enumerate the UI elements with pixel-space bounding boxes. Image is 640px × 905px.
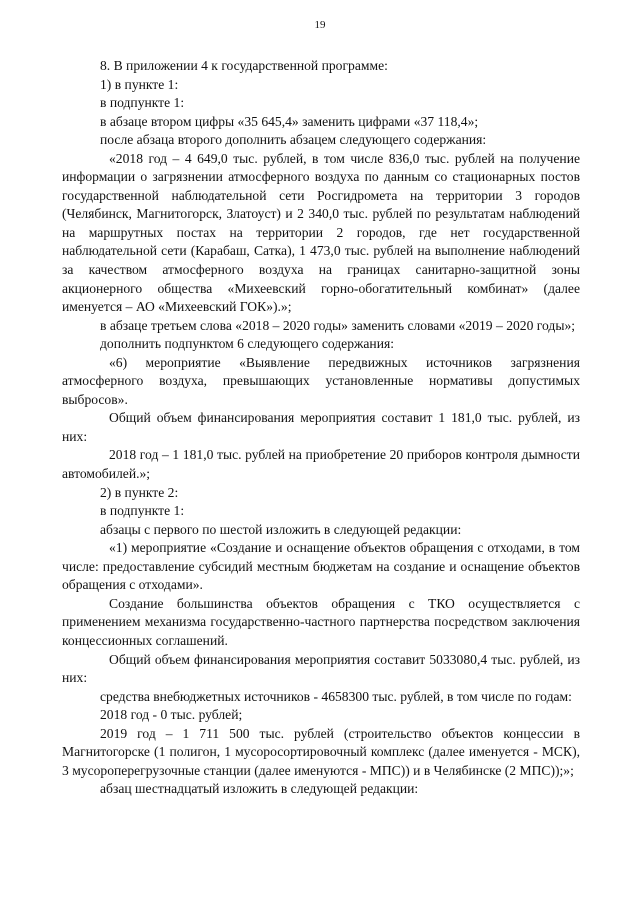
paragraph-tko-objects: Создание большинства объектов обращения с ТКО осуществляется с применением механизма государственно-частного партнерства посредством заключения концессионных соглашений. bbox=[62, 595, 580, 648]
paragraph-measure-6: «6) мероприятие «Выявление передвижных источников загрязнения атмосферного воздуха, превышающих установленные нормативы допустимых выбросов». bbox=[62, 354, 580, 407]
page-number: 19 bbox=[314, 19, 326, 31]
paragraph-quote-2018: «2018 год – 4 649,0 тыс. рублей, в том числе 836,0 тыс. рублей на получение информации о загрязнении атмосферного воздуха по данным со стационарных постов государственной наблюдательной сети Росгидромета на территории 3 городов (Челябинск, Магнитогорск, Златоуст) и 2 340,0 тыс. рублей по результатам наблюдений на маршрутных постах на территории 2 городов, где нет государственной наблюдательной сети (Карабаш, Сатка), 1 473,0 тыс. рублей на выполнение наблюдений за качеством атмосферного воздуха на границах санитарно-защитной зоны акционерного общества «Михеевский горно-обогатительный комбинат» (далее именуется – АО «Михеевский ГОК»).»; bbox=[62, 150, 580, 315]
paragraph-add-after-second: после абзаца второго дополнить абзацем следующего содержания: bbox=[100, 132, 487, 148]
paragraph-extrabudgetary: средства внебюджетных источников - 4658300 тыс. рублей, в том числе по годам: bbox=[100, 688, 572, 704]
document-body bbox=[62, 57, 580, 799]
paragraph-2018-zero: 2018 год - 0 тыс. рублей; bbox=[100, 707, 243, 723]
paragraph-total-funding-1: Общий объем финансирования мероприятия составит 1 181,0 тыс. рублей, из них: bbox=[62, 410, 580, 444]
paragraph-subitem-1-b: в подпункте 1: bbox=[100, 503, 185, 519]
paragraph-2019-concession: 2019 год – 1 711 500 тыс. рублей (строительство объектов концессии в Магнитогорске (1 полигон, 1 мусоросортировочный комплекс (далее именуется - МСК), 3 мусороперегрузочные станции (далее именуются - МПС)) и в Челябинске (2 МПС));»; bbox=[62, 725, 580, 778]
paragraph-item-1: 1) в пункте 1: bbox=[100, 76, 179, 92]
paragraph-item-2: 2) в пункте 2: bbox=[100, 484, 179, 500]
paragraph-total-funding-2: Общий объем финансирования мероприятия составит 5033080,4 тыс. рублей, из них: bbox=[62, 651, 580, 686]
paragraph-appendix-4: 8. В приложении 4 к государственной программе: bbox=[100, 58, 388, 73]
paragraph-replace-figures: в абзаце втором цифры «35 645,4» заменить цифрами «37 118,4»; bbox=[100, 113, 479, 129]
paragraph-add-subitem-6: дополнить подпунктом 6 следующего содержания: bbox=[100, 336, 395, 352]
paragraph-2018-smoke-meters: 2018 год – 1 181,0 тыс. рублей на приобретение 20 приборов контроля дымности автомобилей.»; bbox=[62, 447, 580, 482]
paragraph-subitem-1: в подпункте 1: bbox=[100, 95, 185, 111]
paragraph-abzac-16: абзац шестнадцатый изложить в следующей редакции: bbox=[100, 781, 419, 797]
paragraph-measure-1: «1) мероприятие «Создание и оснащение объектов обращения с отходами, в том числе: предоставление субсидий местным бюджетам на создание и оснащение объектов обращения с отходами». bbox=[62, 540, 580, 593]
paragraph-replace-years: в абзаце третьем слова «2018 – 2020 годы» заменить словами «2019 – 2020 годы»; bbox=[100, 317, 576, 333]
paragraph-abzacy-1-6: абзацы с первого по шестой изложить в следующей редакции: bbox=[100, 521, 462, 537]
